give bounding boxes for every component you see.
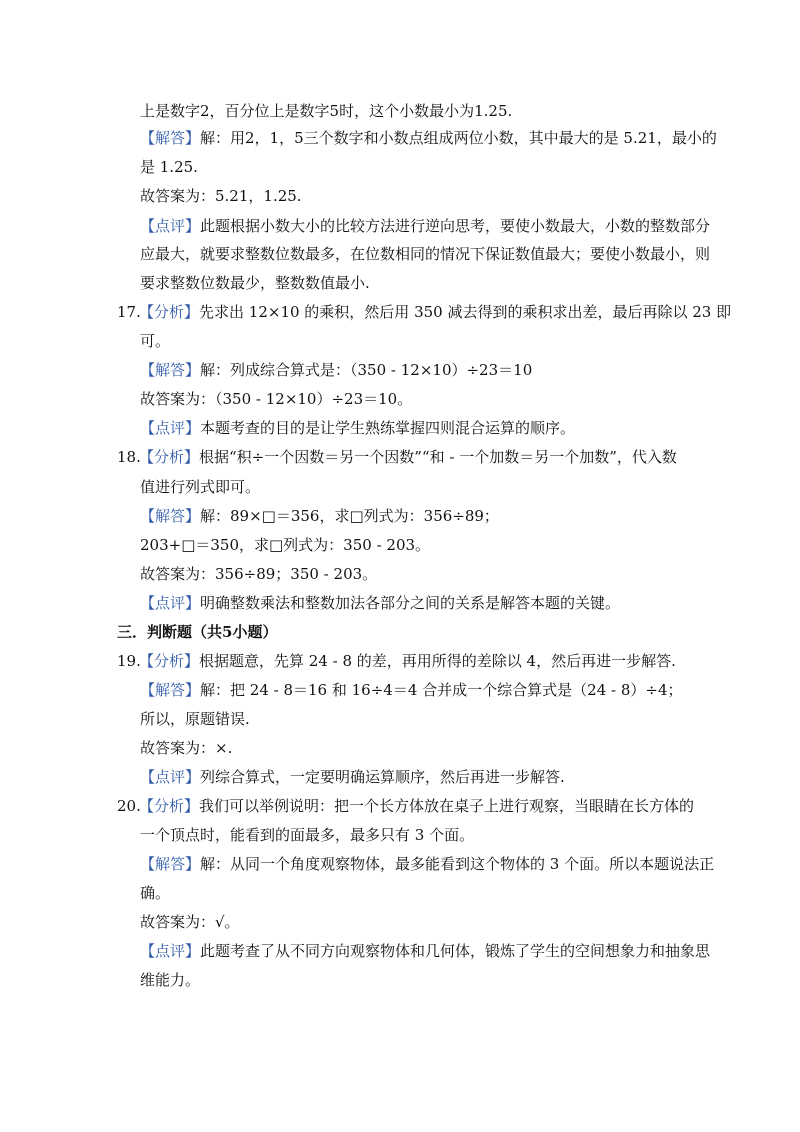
text-line xyxy=(140,680,683,700)
text-line xyxy=(140,331,170,351)
answer-tag: 【分析】 xyxy=(139,797,200,815)
answer-tag: 【点评】 xyxy=(140,594,201,612)
question-number: 18. xyxy=(117,448,141,466)
line-text: 此题根据小数大小的比较方法进行逆向思考，要使小数最大，小数的整数部分 xyxy=(200,217,711,235)
text-line xyxy=(140,564,377,584)
text-line xyxy=(117,302,731,322)
text-line xyxy=(140,418,575,438)
text-line xyxy=(140,854,714,874)
line-text: 本题考查的目的是让学生熟练掌握四则混合运算的顺序。 xyxy=(200,419,576,437)
text-line xyxy=(140,535,430,555)
text-line xyxy=(117,651,676,671)
text-line xyxy=(140,360,532,380)
line-text: 故答案为：356÷89；350 - 203。 xyxy=(140,565,378,583)
question-number: 19. xyxy=(117,652,141,670)
line-text: 列综合算式，一定要明确运算顺序，然后再进一步解答. xyxy=(200,768,565,786)
answer-tag: 【解答】 xyxy=(140,855,201,873)
text-line xyxy=(140,186,302,206)
text-line xyxy=(140,738,232,758)
line-text: 故答案为：√。 xyxy=(140,913,240,931)
text-line xyxy=(140,216,710,236)
text-line xyxy=(140,593,620,613)
line-text: 解：列成综合算式是：（350 - 12×10）÷23＝10 xyxy=(200,361,533,379)
line-text: 上是数字2，百分位上是数字5时，这个小数最小为1.25. xyxy=(140,102,513,120)
answer-tag: 【点评】 xyxy=(140,217,201,235)
answer-tag: 【点评】 xyxy=(140,942,201,960)
text-line xyxy=(140,244,710,264)
text-line xyxy=(140,273,370,293)
line-text: 解：用2，1，5三个数字和小数点组成两位小数，其中最大的是 5.21，最小的 xyxy=(200,129,717,147)
line-text: 解：把 24 - 8＝16 和 16÷4＝4 合并成一个综合算式是（24 - 8）÷4； xyxy=(200,681,683,699)
line-text: 要求整数位数最少，整数数值最小. xyxy=(140,274,370,292)
answer-tag: 【点评】 xyxy=(140,768,201,786)
text-line xyxy=(140,477,260,497)
line-text: 确。 xyxy=(140,884,171,902)
line-text: 可。 xyxy=(140,332,171,350)
line-text: 明确整数乘法和整数加法各部分之间的关系是解答本题的关键。 xyxy=(200,594,621,612)
line-text: 先求出 12×10 的乘积，然后用 350 减去得到的乘积求出差，最后再除以 23 即 xyxy=(199,303,732,321)
text-line xyxy=(140,941,710,961)
text-line xyxy=(140,128,717,148)
line-text: 解：从同一个角度观察物体，最多能看到这个物体的 3 个面。所以本题说法正 xyxy=(200,855,715,873)
text-line xyxy=(140,767,565,787)
line-text: 根据“积÷一个因数＝另一个因数”“和 - 一个加数＝另一个加数”，代入数 xyxy=(199,448,677,466)
line-text: 维能力。 xyxy=(140,971,201,989)
line-text: 故答案为：5.21，1.25. xyxy=(140,187,302,205)
answer-tag: 【分析】 xyxy=(139,448,200,466)
text-line xyxy=(117,447,677,467)
line-text: 解：89×□＝356，求□列式为：356÷89； xyxy=(200,507,499,525)
text-line xyxy=(140,825,474,845)
text-line xyxy=(140,912,240,932)
text-line xyxy=(140,101,512,121)
line-text: 故答案为：×. xyxy=(140,739,233,757)
line-text: 故答案为：（350 - 12×10）÷23＝10。 xyxy=(140,390,413,408)
question-number: 20. xyxy=(117,797,141,815)
answer-tag: 【解答】 xyxy=(140,361,201,379)
line-text: 三．判断题（共5小题） xyxy=(117,623,278,641)
line-text: 根据题意，先算 24 - 8 的差，再用所得的差除以 4，然后再进一步解答. xyxy=(199,652,676,670)
line-text: 我们可以举例说明：把一个长方体放在桌子上进行观察，当眼睛在长方体的 xyxy=(199,797,695,815)
line-text: 应最大，就要求整数位数最多，在位数相同的情况下保证数值最大；要使小数最小，则 xyxy=(140,245,711,263)
answer-tag: 【解答】 xyxy=(140,129,201,147)
answer-tag: 【点评】 xyxy=(140,419,201,437)
answer-tag: 【分析】 xyxy=(139,303,200,321)
line-text: 此题考查了从不同方向观察物体和几何体，锻炼了学生的空间想象力和抽象思 xyxy=(200,942,711,960)
text-line xyxy=(140,709,250,729)
text-line xyxy=(140,970,200,990)
question-number: 17. xyxy=(117,303,141,321)
line-text: 所以，原题错误. xyxy=(140,710,250,728)
answer-tag: 【解答】 xyxy=(140,507,201,525)
line-text: 值进行列式即可。 xyxy=(140,478,261,496)
line-text: 203+□＝350，求□列式为：350 - 203。 xyxy=(140,536,431,554)
text-line xyxy=(140,883,170,903)
text-line xyxy=(140,389,412,409)
text-line xyxy=(117,796,694,816)
section-heading xyxy=(117,622,277,642)
line-text: 是 1.25. xyxy=(140,158,198,176)
answer-tag: 【解答】 xyxy=(140,681,201,699)
answer-tag: 【分析】 xyxy=(139,652,200,670)
line-text: 一个顶点时，能看到的面最多，最多只有 3 个面。 xyxy=(140,826,475,844)
text-line xyxy=(140,506,499,526)
text-line xyxy=(140,157,198,177)
